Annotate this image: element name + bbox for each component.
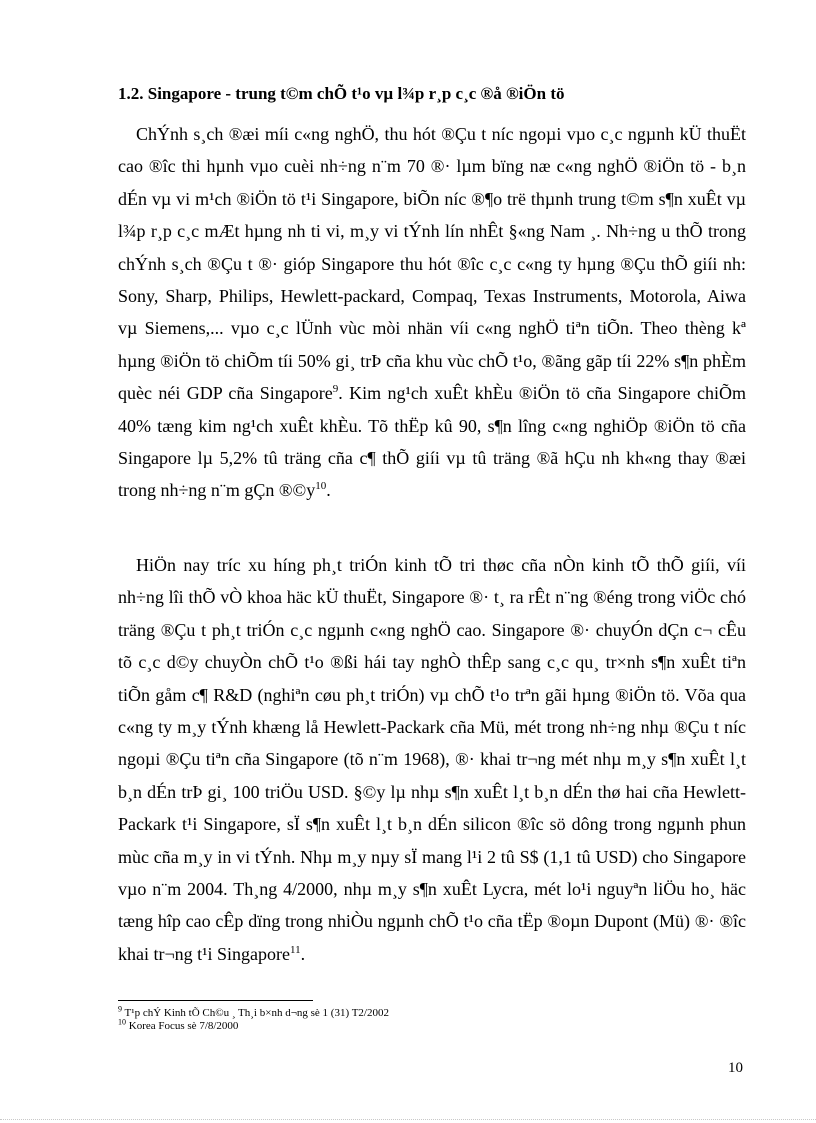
- footnote-item: [118, 1004, 389, 1020]
- paragraph-electronics-policy: [118, 118, 746, 507]
- paragraph-high-tech: [118, 549, 746, 970]
- page-bottom-divider: [0, 1119, 816, 1120]
- footnote-ref: 9: [332, 383, 339, 396]
- paragraph-text: .: [326, 480, 331, 501]
- footnote-ref: 11: [290, 943, 301, 956]
- paragraph-text: HiÖn nay tríc xu híng ph¸t triÓn kinh tÕ tri thøc cña nÒn kinh tÕ thÕ giíi, víi nh÷ng lîi thÕ vÒ khoa häc kÜ thuËt, Singapore ®· t¸ ra rÊt n¨ng ®éng trong viÖc chó träng ®Çu t ph¸t triÓn c¸c ngµnh c«ng nghÖ cao. Singapore ®· chuyÓn dÇn c¬ cÊu tõ c¸c d©y chuyÒn chÕ t¹o ®ßi hái tay nghÒ thÊp sang c¸c qu¸ tr×nh s¶n xuÊt tiªn tiÕn gåm c¶ R&D (nghiªn cøu ph¸t triÓn) vµ chÕ t¹o trªn gãi hµng ®iÖn tö. Võa qua c«ng ty m¸y tÝnh khæng lå Hewlett-Packark cña Mü, mét trong nh÷ng nhµ ®Çu t níc ngoµi ®Çu tiªn cña Singapore (tõ n¨m 1968), ®· khai tr¬ng mét nhµ m¸y s¶n xuÊt l¸t b¸n dÉn trÞ gi¸ 100 triÖu USD. §©y lµ nhµ s¶n xuÊt l¸t b¸n dÉn thø hai cña Hewlett-Packark t¹i Singapore, sÏ s¶n xuÊt l¸t b¸n dÉn silicon ®îc sö dông trong ngµnh phun mùc cña m¸y in vi tÝnh. Nhµ m¸y nµy sÏ mang l¹i 2 tû S$ (1,1 tû USD) cho Singapore vµo n¨m 2004. Th¸ng 4/2000, nhµ m¸y s¶n xuÊt Lycra, mét lo¹i nguyªn liÖu ho¸ häc tæng hîp cao cÊp dïng trong nhiÒu ngµnh chÕ t¹o cña tËp ®oµn Dupont (Mü) ®· ®îc khai tr¬ng t¹i Singapore: [118, 555, 746, 964]
- footnote-separator: [118, 1000, 313, 1001]
- footnote-marker: 9: [118, 1004, 122, 1014]
- paragraph-text: ChÝnh s¸ch ®æi míi c«ng nghÖ, thu hót ®Çu t níc ngoµi vµo c¸c ngµnh kÜ thuËt cao ®îc thi hµnh vµo cuèi nh÷ng n¨m 70 ®· lµm bïng næ c«ng nghÖ ®iÖn tö - b¸n dÉn vµ vi m¹ch ®iÖn tö t¹i Singapore, biÕn níc ®¶o trë thµnh trung t©m s¶n xuÊt vµ l¾p r¸p c¸c mÆt hµng nh ti vi, m¸y vi tÝnh lín nhÊt §«ng Nam ¸. Nh÷ng u thÕ trong chÝnh s¸ch ®Çu t ®· gióp Singapore thu hót ®îc c¸c c«ng ty hµng ®Çu thÕ giíi nh: Sony, Sharp, Philips, Hewlett-packard, Compaq, Texas Instruments, Motorola, Aiwa vµ Siemens,... vµo c¸c lÜnh vùc mòi nhän víi c«ng nghÖ tiªn tiÕn. Theo thèng kª hµng ®iÖn tö chiÕm tíi 50% gi¸ trÞ cña khu vùc chÕ t¹o, ®ãng gãp tíi 22% s¶n phÈm quèc néi GDP cña Singapore: [118, 124, 746, 404]
- footnote-text: Korea Focus sè 7/8/2000: [126, 1020, 239, 1032]
- footnote-text: T¹p chÝ Kinh tÕ Ch©u ¸ Th¸i b×nh d¬ng sè 1 (31) T2/2002: [122, 1007, 389, 1019]
- paragraph-text: . Kim ng¹ch xuÊt khÈu ®iÖn tö cña Singapore chiÕm 40% tæng kim ng¹ch xuÊt khÈu. Tõ thËp kû 90, s¶n lîng c«ng nghiÖp ®iÖn tö cña Singapore lµ 5,2% tû träng cña c¶ thÕ giíi vµ tû träng ®ã hÇu nh kh«ng thay ®æi trong nh÷ng n¨m gÇn ®©y: [118, 383, 746, 501]
- page-number: 10: [728, 1060, 743, 1076]
- paragraph-text: .: [300, 943, 306, 964]
- footnotes: [118, 1004, 389, 1033]
- footnote-item: [118, 1017, 389, 1033]
- footnote-marker: 10: [118, 1017, 126, 1027]
- footnote-ref: 10: [315, 480, 327, 493]
- section-heading: 1.2. Singapore - trung t©m chÕ t¹o vµ l¾p r¸p c¸c ®å ®iÖn tö: [118, 84, 565, 103]
